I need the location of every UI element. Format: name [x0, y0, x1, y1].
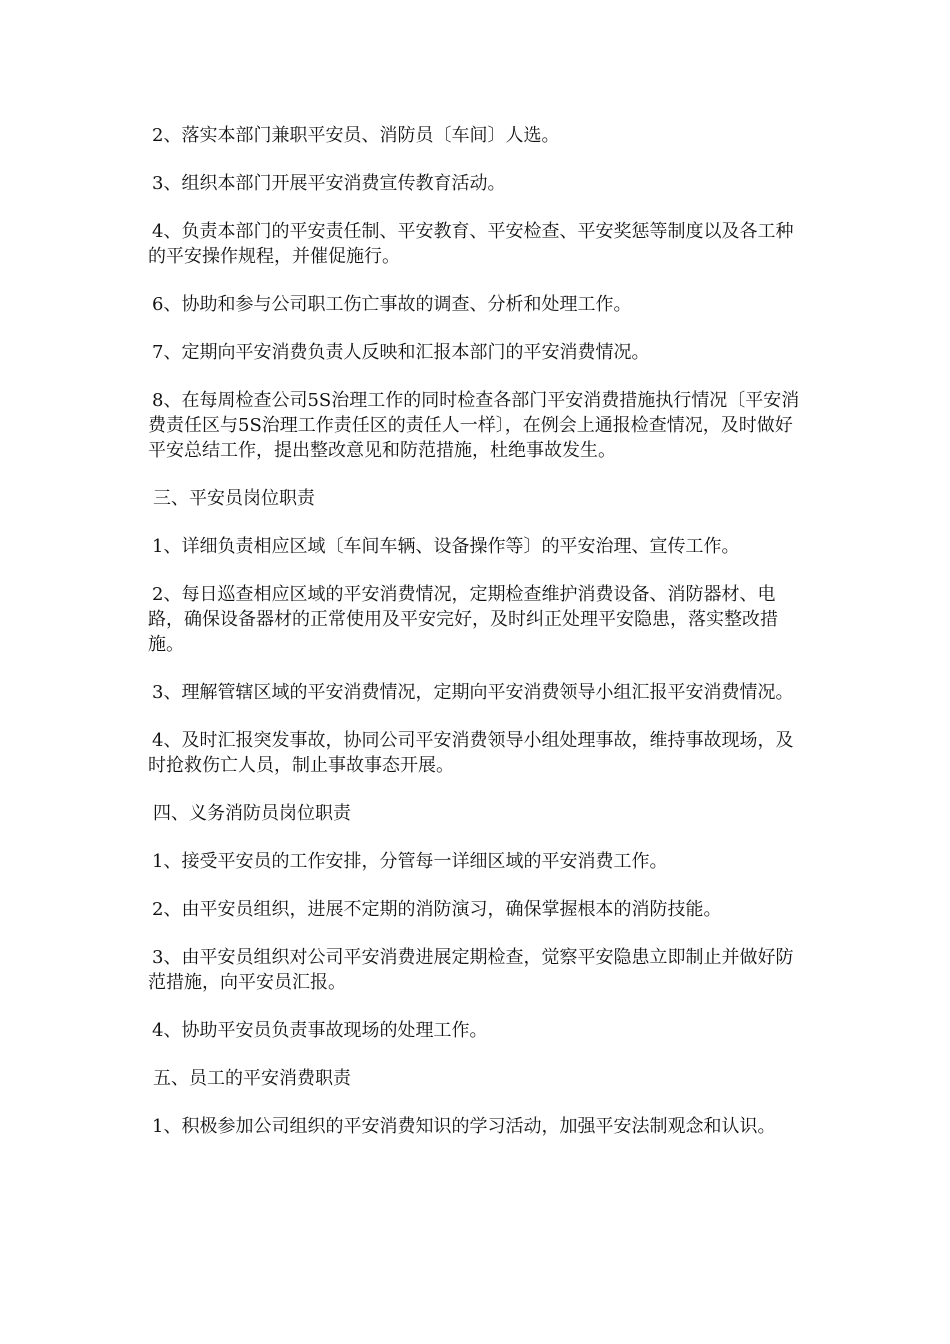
paragraph-employee-duty-1: 1、积极参加公司组织的平安消费知识的学习活动，加强平安法制观念和认识。 [152, 1116, 776, 1137]
section-heading-volunteer-firefighter: 四、义务消防员岗位职责 [153, 803, 351, 824]
paragraph-officer-duty-3: 3、理解管辖区域的平安消费情况，定期向平安消费领导小组汇报平安消费情况。 [152, 682, 794, 703]
paragraph-duty-8: 8、在每周检查公司5S治理工作的同时检查各部门平安消费措施执行情况〔平安消费责任区与5S治理工作责任区的责任人一样〕，在例会上通报检查情况，及时做好平安总结工作，提出整改意见和防范措施，杜绝事故发生。 [148, 390, 800, 461]
paragraph-firefighter-duty-2: 2、由平安员组织，进展不定期的消防演习，确保掌握根本的消防技能。 [152, 899, 722, 920]
section-heading-employee-duties: 五、员工的平安消费职责 [153, 1068, 351, 1089]
paragraph-duty-7: 7、定期向平安消费负责人反映和汇报本部门的平安消费情况。 [152, 342, 650, 363]
paragraph-officer-duty-4: 4、及时汇报突发事故，协同公司平安消费领导小组处理事故，维持事故现场，及时抢救伤亡人员，制止事故事态开展。 [148, 730, 794, 776]
paragraph-duty-2: 2、落实本部门兼职平安员、消防员〔车间〕人选。 [152, 125, 560, 146]
paragraph-firefighter-duty-4: 4、协助平安员负责事故现场的处理工作。 [152, 1020, 488, 1041]
document-body [148, 123, 804, 1162]
paragraph-officer-duty-2: 2、每日巡查相应区域的平安消费情况，定期检查维护消费设备、消防器材、电路，确保设备器材的正常使用及平安完好，及时纠正处理平安隐患，落实整改措施。 [148, 584, 778, 655]
paragraph-firefighter-duty-3: 3、由平安员组织对公司平安消费进展定期检查，觉察平安隐患立即制止并做好防范措施，向平安员汇报。 [148, 947, 794, 993]
paragraph-duty-4: 4、负责本部门的平安责任制、平安教育、平安检查、平安奖惩等制度以及各工种的平安操作规程，并催促施行。 [148, 221, 794, 267]
paragraph-duty-3: 3、组织本部门开展平安消费宣传教育活动。 [152, 173, 506, 194]
section-heading-safety-officer: 三、平安员岗位职责 [153, 488, 315, 509]
paragraph-officer-duty-1: 1、详细负责相应区域〔车间车辆、设备操作等〕的平安治理、宣传工作。 [152, 536, 740, 557]
paragraph-firefighter-duty-1: 1、接受平安员的工作安排，分管每一详细区域的平安消费工作。 [152, 851, 668, 872]
paragraph-duty-6: 6、协助和参与公司职工伤亡事故的调查、分析和处理工作。 [152, 294, 632, 315]
